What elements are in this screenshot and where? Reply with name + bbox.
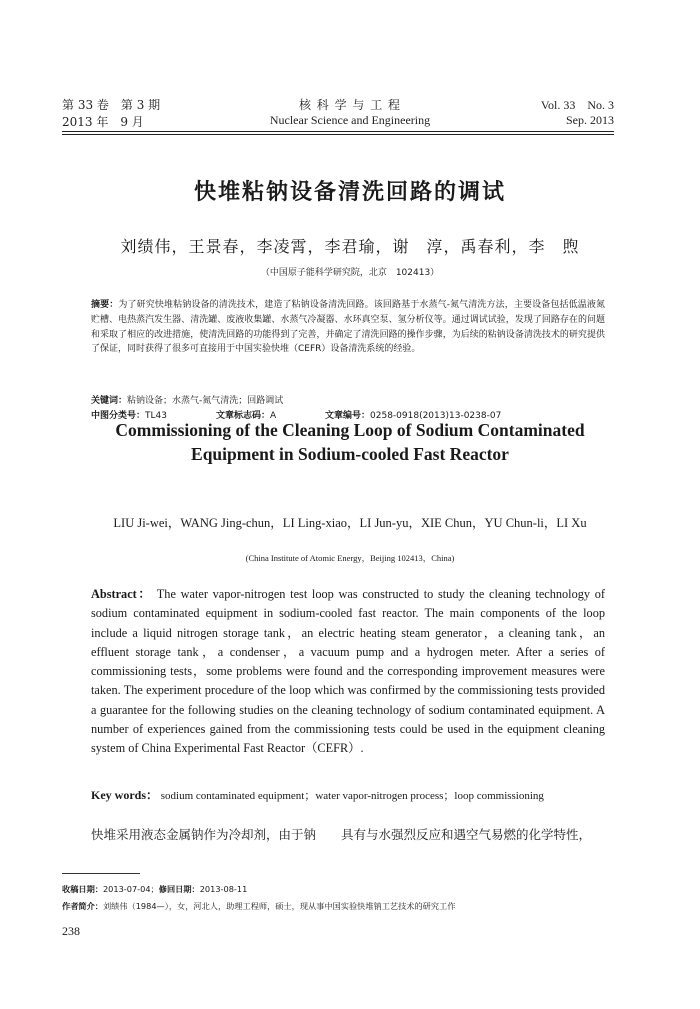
paper-title-en-line2: Equipment in Sodium-cooled Fast Reactor [191,444,509,464]
doc-label: 文章标志码： [216,411,271,421]
received-value: 2013-07-04 [102,884,151,894]
header-rule-bottom [62,134,614,135]
journal-volume-issue: 第 33 卷 第 3 期 [62,98,161,112]
body-first-line: 快堆采用液态金属钠作为冷却剂，由于钠 具有与水强烈反应和遇空气易燃的化学特性， [91,827,592,842]
keywords-label-cn: 关键词： [91,396,128,406]
author-label: 作者简介： [62,901,103,911]
class-label: 中图分类号： [91,411,146,421]
keywords-cn [91,393,283,406]
authors-en: LIU Ji-wei，WANG Jing-chun，LI Ling-xiao，LI Jun-yu，XIE Chun，YU Chun-li，LI Xu [113,516,587,530]
footnote-rule [62,873,140,874]
class-value: TL43 [145,411,167,421]
journal-title-cn: 核 科 学 与 工 程 [298,98,402,112]
journal-title-en: Nuclear Science and Engineering [269,113,431,127]
article-value: 0258-0918(2013)13-0238-07 [370,411,502,421]
journal-vol-en: Vol. 33 No. 3 [540,98,614,112]
abstract-label-cn: 摘要： [91,300,119,310]
page-number: 238 [62,924,80,938]
affiliation-cn: （中国原子能科学研究院，北京 102413） [260,268,440,278]
abstract-label-en: Abstract： [91,587,153,601]
footnote-author [62,901,455,912]
paper-title-en-line1: Commissioning of the Cleaning Loop of Sodium Contaminated [115,420,585,440]
author-value: 刘绩伟（1984—），女，河北人，助理工程师，硕士，现从事中国实验快堆钠工艺技术的研究工作 [102,901,456,911]
article-label: 文章编号： [325,411,371,421]
keywords-label-en: Key words： [91,788,158,802]
paper-title-cn: 快堆粘钠设备清洗回路的调试 [193,180,506,205]
abstract-en [91,585,605,759]
doc-value: A [270,411,277,421]
journal-date: 2013 年 9 月 [62,115,144,129]
keywords-en [91,786,611,803]
paper-title-en [0,418,700,466]
header-rule-top [62,131,614,132]
separator: ； [150,884,159,894]
abstract-text-cn: 为了研究快堆粘钠设备的清洗技术，建造了粘钠设备清洗回路。该回路基于水蒸气-氮气清洗方法，主要设备包括低温液氮贮槽、电热蒸汽发生器、清洗罐、废液收集罐、水蒸气冷凝器、水环真空泵、氢分析仪等。通过调试试验，发现了回路存在的问题和采取了相应的改进措施，使清洗回路的功能得到了完善，并确定了清洗回路的操作步骤，为后续的粘钠设备清洗技术的研究提供了保证，同时获得了很多可直接用于中国实验快堆（CEFR）设备清洗系统的经验。 [91,300,605,355]
abstract-cn [91,298,605,357]
authors-cn: 刘绩伟，王景春，李凌霄，李君瑜，谢 淳，禹春利，李 煦 [120,237,580,256]
revised-value: 2013-08-11 [199,884,248,894]
keywords-text-en: sodium contaminated equipment；water vapor-nitrogen process；loop commissioning [160,790,544,802]
keywords-text-cn: 粘钠设备；水蒸气-氮气清洗；回路调试 [127,396,284,406]
abstract-text-en: The water vapor-nitrogen test loop was constructed to study the cleaning technology of sodium contaminated equipment in sodium-cooled fast reactor. The main components of the loop include a liquid nitrogen storage tank，an electric heating steam generator，a cleaning tank，an effluent storage tank，a condenser，a vacuum pump and a hydrogen meter. After a series of commissioning tests，some problems were found and the corresponding improvement measures were taken. The experiment procedure of the loop which was confirmed by the commissioning tests provided a guarantee for the following studies on the cleaning technology of sodium contaminated equipment. A number of experiences gained from the commissioning tests could be used in the equipment cleaning system of China Experimental Fast Reactor（CEFR）. [91,587,605,756]
affiliation-en: (China Institute of Atomic Energy，Beijing 102413，China) [245,553,455,563]
footnote-dates [62,884,247,895]
received-label: 收稿日期： [62,884,103,894]
journal-date-en: Sep. 2013 [566,113,614,127]
revised-label: 修回日期： [158,884,200,894]
